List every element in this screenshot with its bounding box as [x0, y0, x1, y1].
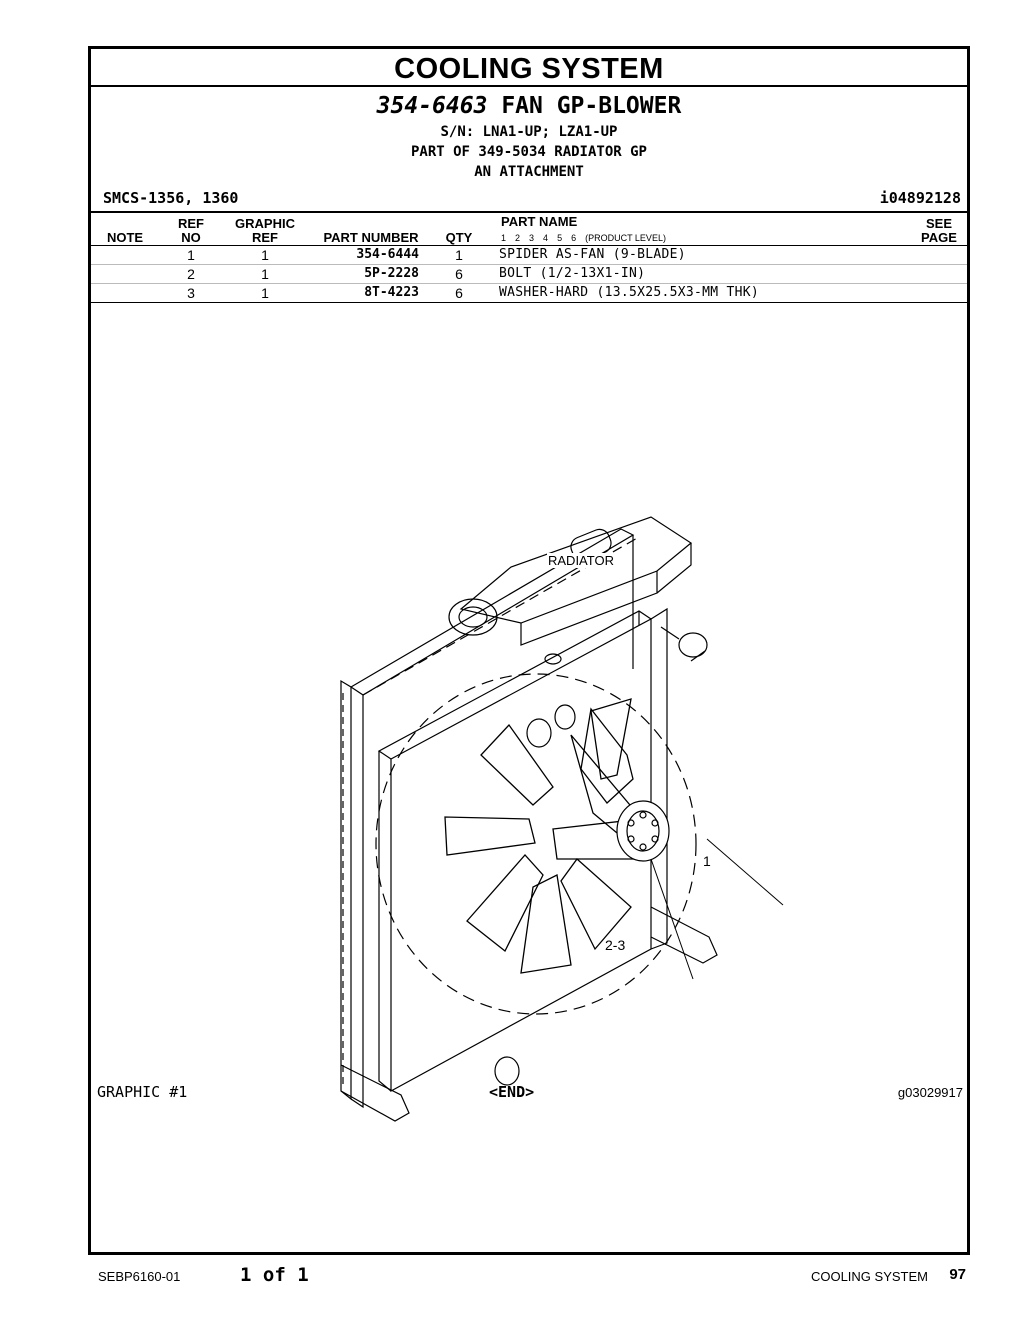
col-part-number: PART NUMBER — [323, 230, 419, 245]
smcs-code: SMCS-1356, 1360 — [103, 189, 239, 207]
col-graphic-top: GRAPHIC — [235, 216, 295, 231]
col-see-top: SEE — [925, 216, 952, 231]
row-graphic-ref: 1 — [261, 247, 269, 263]
radiator-label: RADIATOR — [548, 553, 614, 568]
level-4: 4 — [543, 233, 549, 243]
serial-range: S/N: LNA1-UP; LZA1-UP — [440, 124, 618, 140]
page-of: 1 of 1 — [240, 1264, 309, 1286]
callout-2-3: 2-3 — [605, 937, 626, 953]
end-marker: <END> — [489, 1083, 535, 1101]
attachment-note: AN ATTACHMENT — [474, 164, 584, 180]
row-part-number[interactable]: 354-6444 — [356, 247, 419, 262]
row-graphic-ref: 1 — [261, 266, 269, 282]
level-5: 5 — [557, 233, 563, 243]
row-qty: 6 — [455, 266, 463, 282]
graphic-id: g03029917 — [897, 1085, 963, 1100]
row-part-number[interactable]: 8T-4223 — [364, 285, 419, 300]
level-3: 3 — [529, 233, 535, 243]
illustration-id: i04892128 — [879, 189, 961, 207]
row-part-number[interactable]: 5P-2228 — [364, 266, 419, 281]
row-ref: 1 — [187, 247, 195, 263]
row-part-name: BOLT (1/2-13X1-IN) — [499, 266, 646, 281]
col-qty: QTY — [445, 230, 473, 245]
group-part-number[interactable]: 354-6463 — [376, 93, 488, 119]
row-part-name: SPIDER AS-FAN (9-BLADE) — [499, 247, 686, 262]
group-title — [91, 93, 967, 119]
level-6: 6 — [571, 233, 577, 243]
col-ref-top: REF — [178, 216, 204, 231]
section-title: COOLING SYSTEM — [91, 49, 967, 87]
table-row[interactable] — [91, 284, 967, 303]
col-graphic-bottom: REF — [252, 230, 278, 245]
row-qty: 6 — [455, 285, 463, 301]
col-see-bottom: PAGE — [921, 230, 957, 245]
publication-number: SEBP6160-01 — [98, 1269, 181, 1284]
callout-1: 1 — [703, 853, 711, 869]
table-row[interactable] — [91, 265, 967, 284]
product-levels — [501, 233, 675, 243]
row-qty: 1 — [455, 247, 463, 263]
page-number: 97 — [949, 1266, 966, 1283]
row-graphic-ref: 1 — [261, 285, 269, 301]
footer-section: COOLING SYSTEM — [810, 1269, 928, 1284]
col-note: NOTE — [106, 230, 144, 245]
col-part-name: PART NAME — [501, 214, 578, 229]
page-frame — [88, 46, 970, 1255]
header-divider — [91, 211, 967, 213]
level-label: (PRODUCT LEVEL) — [585, 233, 666, 243]
level-1: 1 — [501, 233, 507, 243]
col-ref-bottom: NO — [181, 230, 201, 245]
level-2: 2 — [515, 233, 521, 243]
part-of: PART OF 349-5034 RADIATOR GP — [410, 144, 647, 160]
row-ref: 2 — [187, 266, 195, 282]
group-name: FAN GP-BLOWER — [501, 93, 682, 119]
row-ref: 3 — [187, 285, 195, 301]
row-part-name: WASHER-HARD (13.5X25.5X3-MM THK) — [499, 285, 760, 300]
graphic-caption: GRAPHIC #1 — [97, 1083, 188, 1101]
table-row[interactable] — [91, 246, 967, 265]
